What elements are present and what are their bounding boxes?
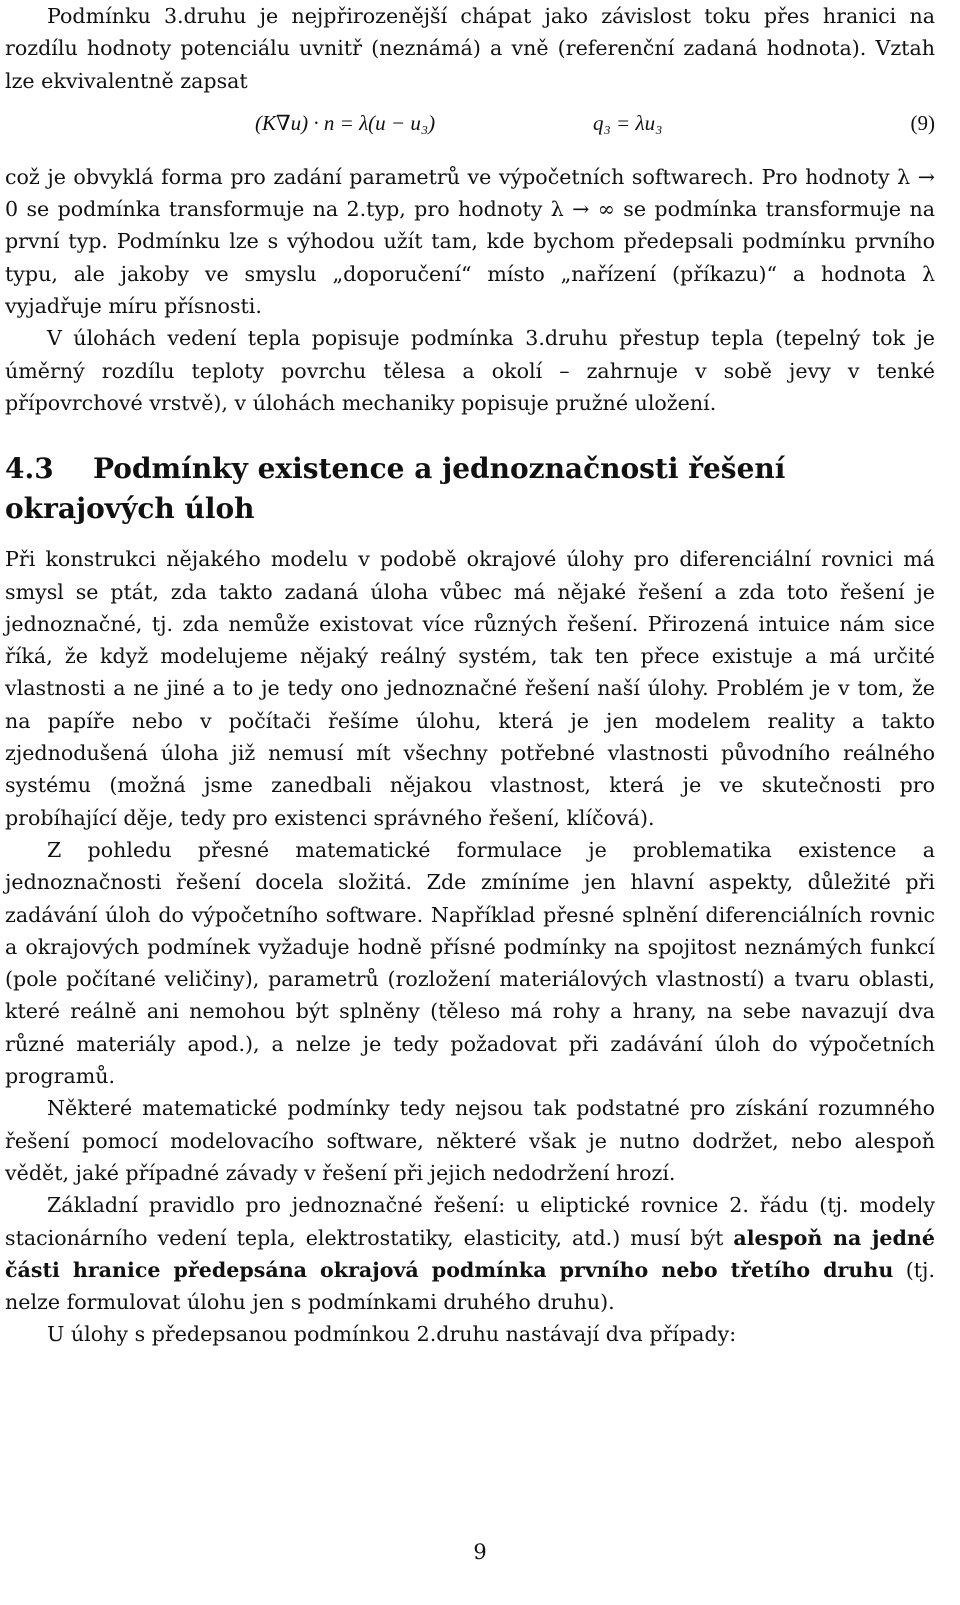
paragraph-section-5: U úlohy s předepsanou podmínkou 2.druhu nastávají dva případy: xyxy=(47,1322,737,1347)
paragraph-intro: Podmínku 3.druhu je nejpřirozenější chápat jako závislost toku přes hranici na rozdílu hodnoty potenciálu uvnitř (neznámá) a vně (referenční zadaná hodnota). Vztah lze ekvivalentně zapsat xyxy=(5,4,935,93)
paragraph-section-2: Z pohledu přesné matematické formulace je problematika existence a jednoznačnosti řešení docela složitá. Zde zmíníme jen hlavní aspekty, důležité při zadávání úloh do výpočetního software. Například přesné splnění diferenciálních rovnic a okrajových podmínek vyžaduje hodně přísné podmínky na spojitost neznámých funkcí (pole počítané veličiny), parametrů (rozložení materiálových vlastností) a tvaru oblasti, které reálně ani nemohou být splněny (těleso má rohy a hrany, na sebe navazují dva různé materiály apod.), a nelze je tedy požadovat při zadávání úloh do výpočetních programů. xyxy=(5,837,935,1089)
page-number: 9 xyxy=(473,1540,487,1564)
paragraph-section-1: Při konstrukci nějakého modelu v podobě okrajové úlohy pro diferenciální rovnici má smysl se ptát, zda takto zadaná úloha vůbec má nějaké řešení a zda toto řešení je jednoznačné, tj. zda nemůže existovat více různých řešení. Přirozená intuice nám sice říká, že když modelujeme nějaký reálný systém, tak ten přece existuje a má určité vlastnosti a ne jiné a to je tedy ono jednoznačné řešení naší úlohy. Problém je v tom, že na papíře nebo v počítači řešíme úlohu, která je jen modelem reality a takto zjednodušená úloha již nemusí mít všechny potřebné vlastnosti původního reálného systému (možná jsme zanedbali nějakou vlastnost, která je ve skutečnosti pro probíhající děje, tedy pro existenci správného řešení, klíčová). xyxy=(5,547,935,830)
rule-text-end: (tj. nelze formulovat úlohu jen s podmínkami druhého druhu). xyxy=(5,1257,935,1315)
paragraph-section-4 xyxy=(5,1189,935,1318)
paragraph-section-3: Některé matematické podmínky tedy nejsou tak podstatné pro získání rozumného řešení pomocí modelovacího software, některé však je nutno dodržet, nebo alespoň vědět, jaké případné závady v řešení při jejich nedodržení hrozí. xyxy=(5,1096,935,1185)
section-title: Podmínky existence a jednoznačnosti řešení okrajových úloh xyxy=(5,452,786,526)
equation-rhs: q₃ = λu₃ xyxy=(593,110,663,135)
rule-text-bold: alespoň na jedné části hranice předepsána okrajová podmínka prvního nebo třetího druhu xyxy=(5,1225,935,1282)
section-number: 4.3 xyxy=(5,452,54,486)
paragraph-heat-transfer: V úlohách vedení tepla popisuje podmínka 3.druhu přestup tepla (tepelný tok je úměrný rozdílu teploty povrchu tělesa a okolí – zahrnuje v sobě jevy v tenké přípovrchové vrstvě), v úlohách mechaniky popisuje pružné uložení. xyxy=(5,326,935,415)
equation-lhs: (K∇u) · n = λ(u − u₃) xyxy=(255,110,436,135)
document-page xyxy=(5,0,935,1351)
equation-9 xyxy=(5,97,935,161)
rule-text-start: Základní pravidlo pro jednoznačné řešení: u eliptické rovnice 2. řádu (tj. modely stacionárního vedení tepla, elektrostatiky, elasticity, atd.) musí být xyxy=(5,1193,935,1250)
equation-number: (9) xyxy=(910,110,935,135)
section-heading xyxy=(5,449,935,529)
paragraph-lambda: což je obvyklá forma pro zadání parametrů ve výpočetních softwarech. Pro hodnoty λ → 0 se podmínka transformuje na 2.typ, pro hodnoty λ → ∞ se podmínka transformuje na první typ. Podmínku lze s výhodou užít tam, kde bychom předepsali podmínku prvního typu, ale jakoby ve smyslu „doporučení“ místo „nařízení (příkazu)“ a hodnota λ vyjadřuje míru přísnosti. xyxy=(5,164,935,319)
